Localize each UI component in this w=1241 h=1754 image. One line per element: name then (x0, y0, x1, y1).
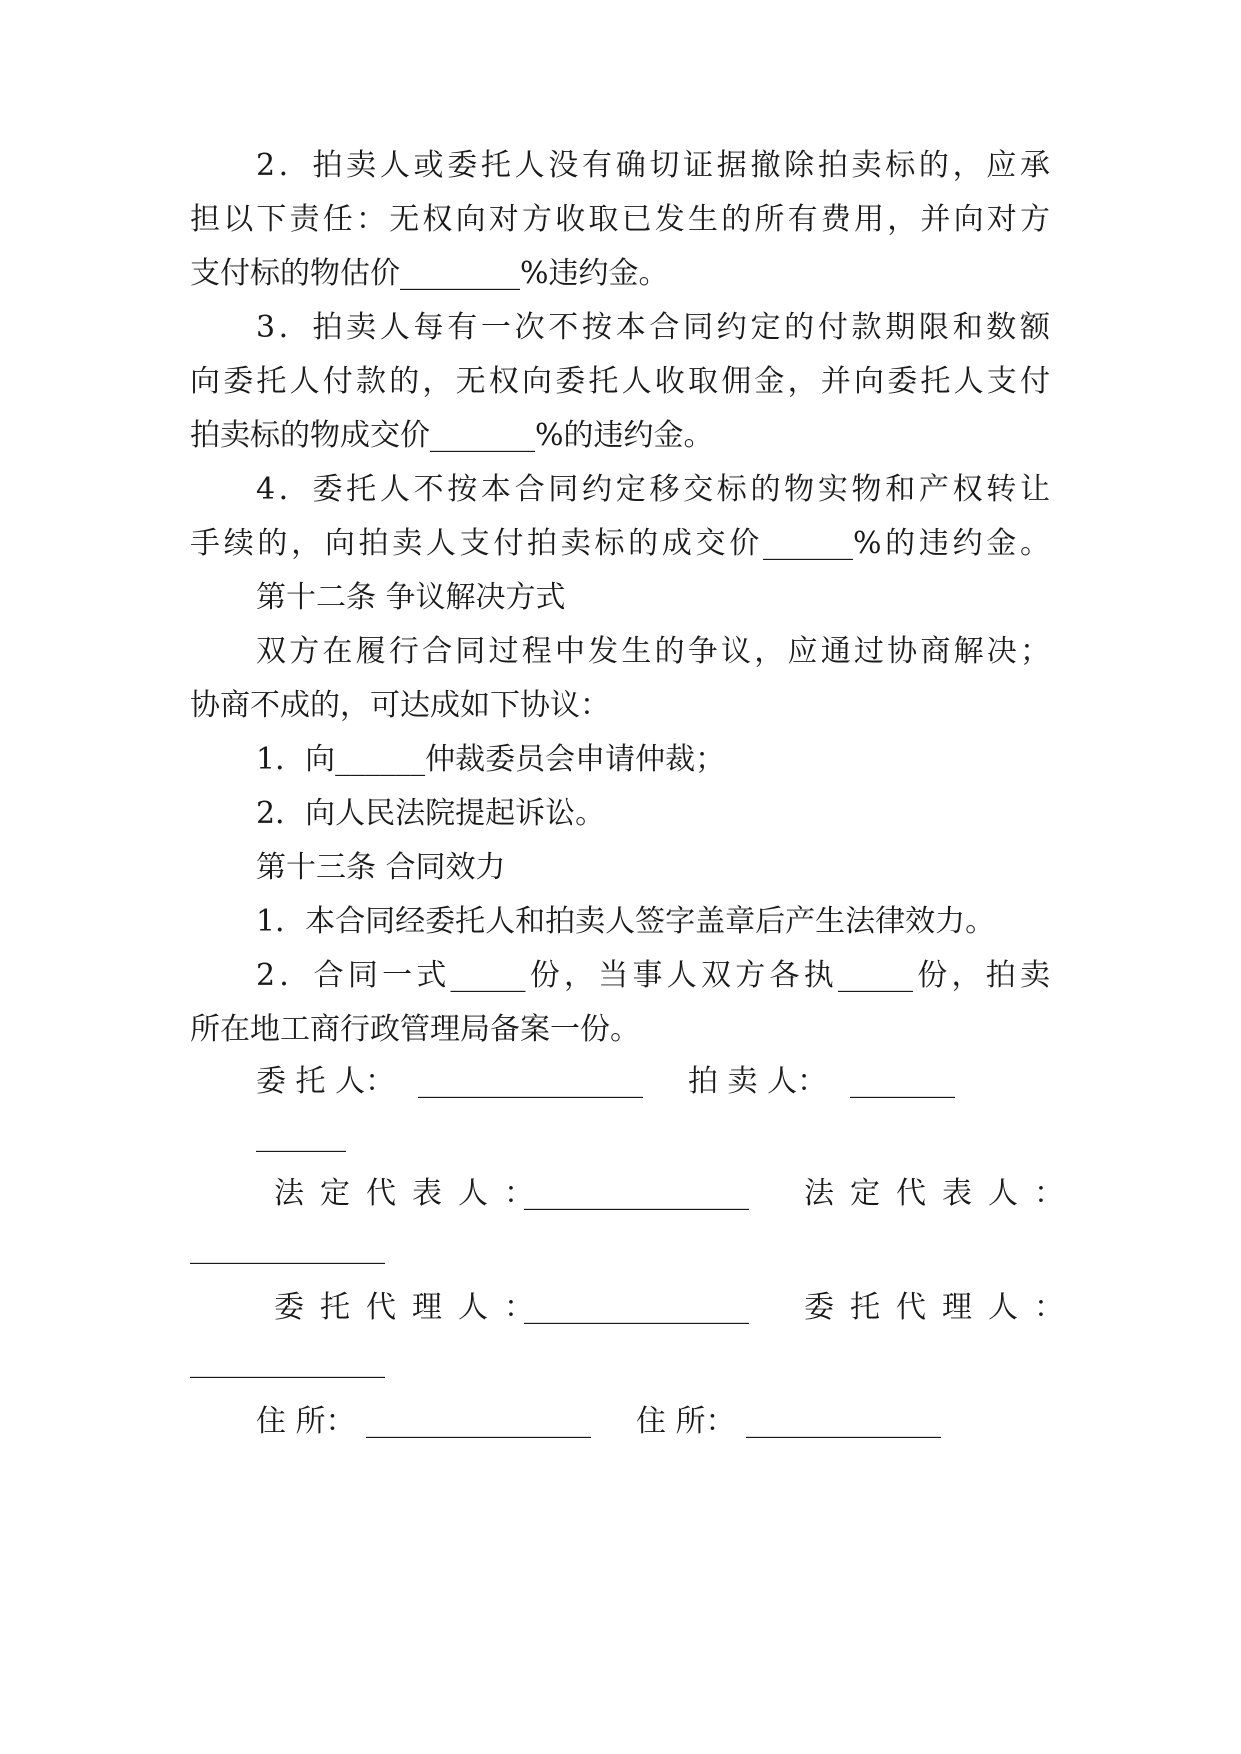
agent-blank-auctioneer: _____________ (190, 1344, 385, 1379)
clause-13-item-2-line-1: 2．合同一式_____份，当事人双方各执_____份，拍卖 (256, 958, 1050, 993)
clause-11-item-2-line-1: 2．拍卖人或委托人没有确切证据撤除拍卖标的，应承 (256, 148, 1050, 183)
clause-11-item-4-line-1: 4．委托人不按本合同约定移交标的物实物和产权转让 (256, 472, 1050, 507)
legal-rep-blank-auctioneer: _____________ (190, 1230, 385, 1265)
clause-12-text-line-1: 双方在履行合同过程中发生的争议，应通过协商解决； (256, 634, 1050, 669)
agent-blank-principal: _______________ (524, 1290, 749, 1325)
address-label-principal: 住 所： (256, 1404, 356, 1439)
principal-label: 委 托 人： (256, 1064, 396, 1099)
legal-rep-label-principal: 法定代表人： (274, 1176, 550, 1211)
clause-12-option-2: 2．向人民法院提起诉讼。 (256, 796, 606, 831)
address-blank-auctioneer: _____________ (746, 1404, 941, 1439)
agent-label-auctioneer: 委托代理人： (804, 1290, 1080, 1325)
address-blank-principal: _______________ (366, 1404, 591, 1439)
clause-11-item-4-line-2: 手续的，向拍卖人支付拍卖标的成交价______%的违约金。 (190, 526, 1050, 561)
clause-13-item-2-line-2: 所在地工商行政管理局备案一份。 (190, 1012, 640, 1047)
clause-12-option-1: 1．向______仲裁委员会申请仲裁； (256, 742, 726, 777)
clause-12-text-line-2: 协商不成的，可达成如下协议： (190, 688, 610, 723)
clause-11-item-2-line-2: 担以下责任：无权向对方收取已发生的所有费用，并向对方 (190, 202, 1050, 237)
legal-rep-label-auctioneer: 法定代表人： (804, 1176, 1080, 1211)
legal-rep-blank-principal: _______________ (524, 1176, 749, 1211)
principal-blank: _______________ (418, 1064, 643, 1099)
clause-12-heading: 第十二条 争议解决方式 (256, 580, 566, 615)
auctioneer-blank-continued: ______ (256, 1118, 346, 1153)
agent-label-principal: 委托代理人： (274, 1290, 550, 1325)
clause-13-item-1: 1．本合同经委托人和拍卖人签字盖章后产生法律效力。 (256, 904, 996, 939)
clause-13-heading: 第十三条 合同效力 (256, 850, 506, 885)
clause-11-item-3-line-3: 拍卖标的物成交价_______%的违约金。 (190, 418, 714, 453)
auctioneer-label: 拍 卖 人： (688, 1064, 828, 1099)
address-label-auctioneer: 住 所： (636, 1404, 736, 1439)
auctioneer-blank: _______ (850, 1064, 955, 1099)
clause-11-item-3-line-1: 3．拍卖人每有一次不按本合同约定的付款期限和数额 (256, 310, 1050, 345)
clause-11-item-3-line-2: 向委托人付款的，无权向委托人收取佣金，并向委托人支付 (190, 364, 1050, 399)
clause-11-item-2-line-3: 支付标的物估价________%违约金。 (190, 256, 669, 291)
